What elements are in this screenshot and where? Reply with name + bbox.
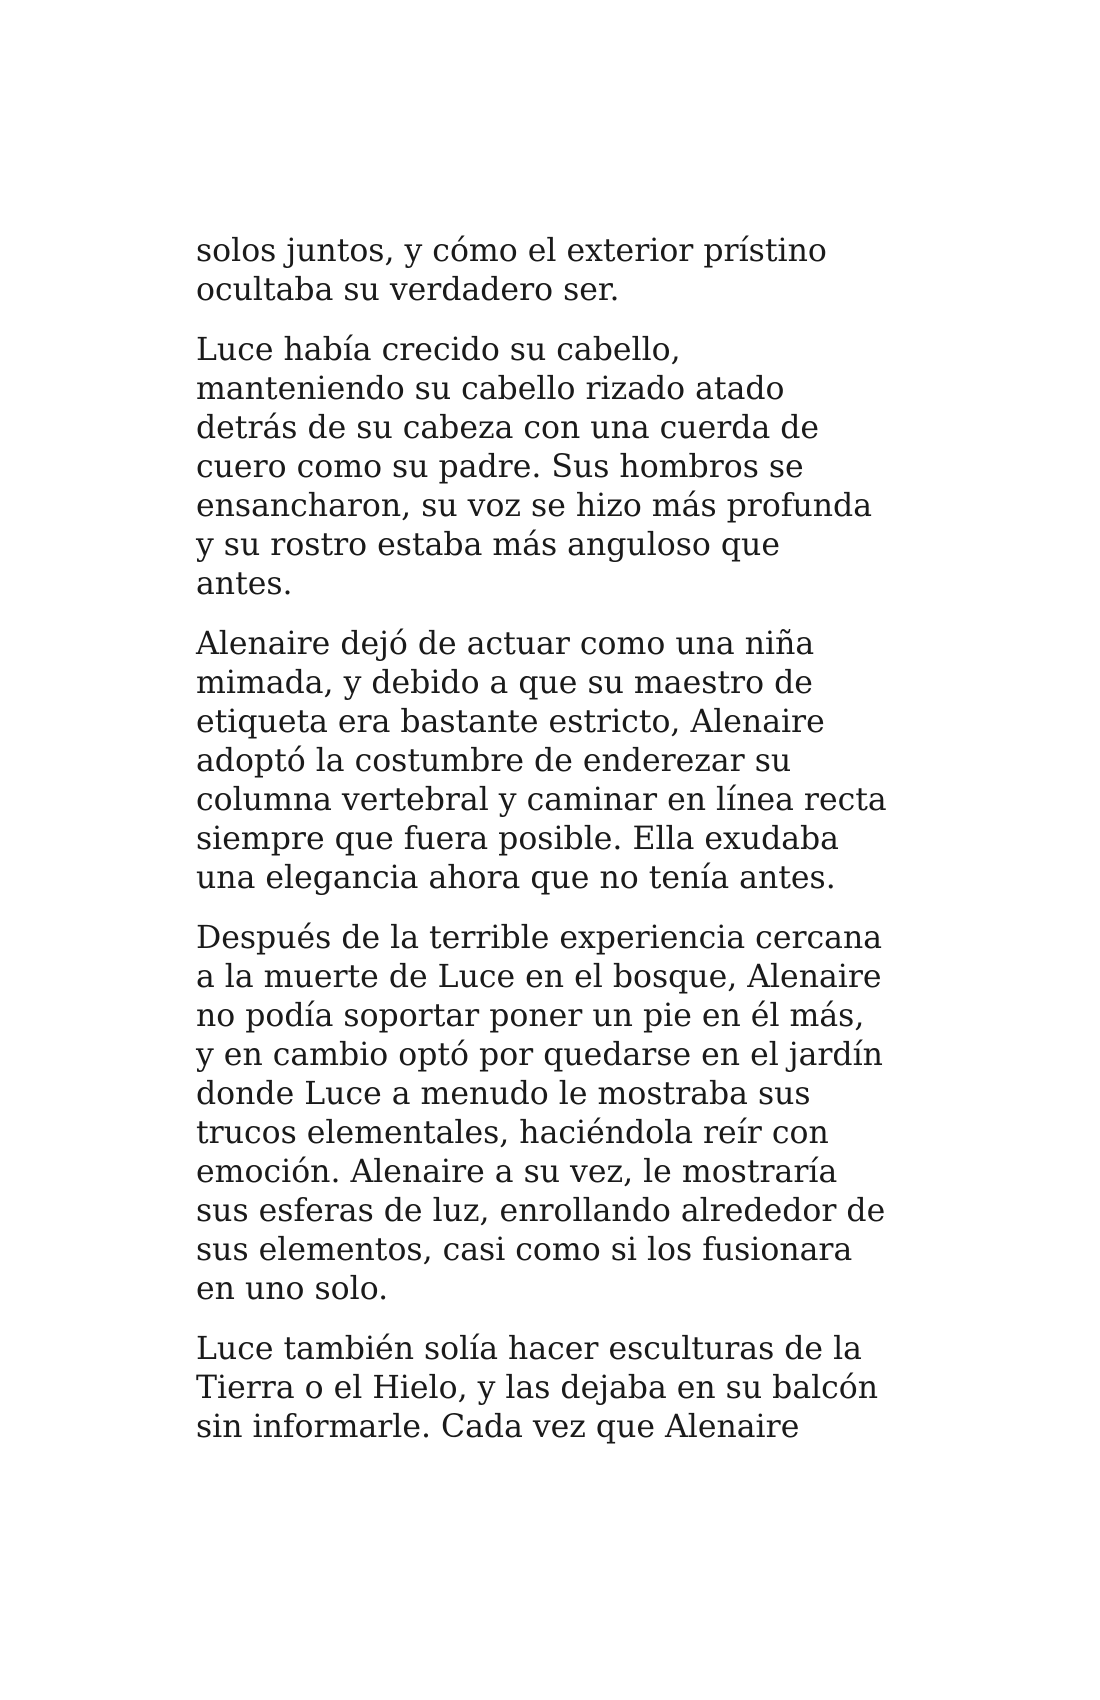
text-line: solos juntos, y cómo el exterior prístino [196,233,827,269]
text-line: Tierra o el Hielo, y las dejaba en su balcón [196,1370,879,1406]
text-line: columna vertebral y caminar en línea recta [196,782,887,818]
body-text [196,232,926,1468]
text-line: en uno solo. [196,1271,389,1307]
text-line: manteniendo su cabello rizado atado [196,371,785,407]
text-line: sus esferas de luz, enrollando alrededor de [196,1193,886,1229]
text-line: etiqueta era bastante estricto, Alenaire [196,704,825,740]
text-line: Luce había crecido su cabello, [196,332,681,368]
text-line: ocultaba su verdadero ser. [196,272,620,308]
text-line: sus elementos, casi como si los fusionara [196,1232,853,1268]
paragraph-2 [196,331,926,604]
text-line: emoción. Alenaire a su vez, le mostraría [196,1154,838,1190]
text-line: mimada, y debido a que su maestro de [196,665,813,701]
text-line: ensancharon, su voz se hizo más profunda [196,488,872,524]
paragraph-5 [196,1330,926,1447]
text-line: trucos elementales, haciéndola reír con [196,1115,829,1151]
text-line: Alenaire dejó de actuar como una niña [196,626,815,662]
text-line: sin informarle. Cada vez que Alenaire [196,1409,800,1445]
text-line: una elegancia ahora que no tenía antes. [196,860,836,896]
text-line: y su rostro estaba más anguloso que [196,527,780,563]
paragraph-1 [196,232,926,310]
paragraph-4 [196,919,926,1309]
text-line: detrás de su cabeza con una cuerda de [196,410,820,446]
text-line: y en cambio optó por quedarse en el jardín [196,1037,883,1073]
text-line: a la muerte de Luce en el bosque, Alenaire [196,959,882,995]
text-line: no podía soportar poner un pie en él más, [196,998,865,1034]
paragraph-3 [196,625,926,898]
text-line: siempre que fuera posible. Ella exudaba [196,821,839,857]
text-line: donde Luce a menudo le mostraba sus [196,1076,811,1112]
text-line: cuero como su padre. Sus hombros se [196,449,804,485]
text-line: adoptó la costumbre de enderezar su [196,743,792,779]
text-line: Luce también solía hacer esculturas de la [196,1331,862,1367]
text-line: Después de la terrible experiencia cercana [196,920,883,956]
text-line: antes. [196,566,293,602]
